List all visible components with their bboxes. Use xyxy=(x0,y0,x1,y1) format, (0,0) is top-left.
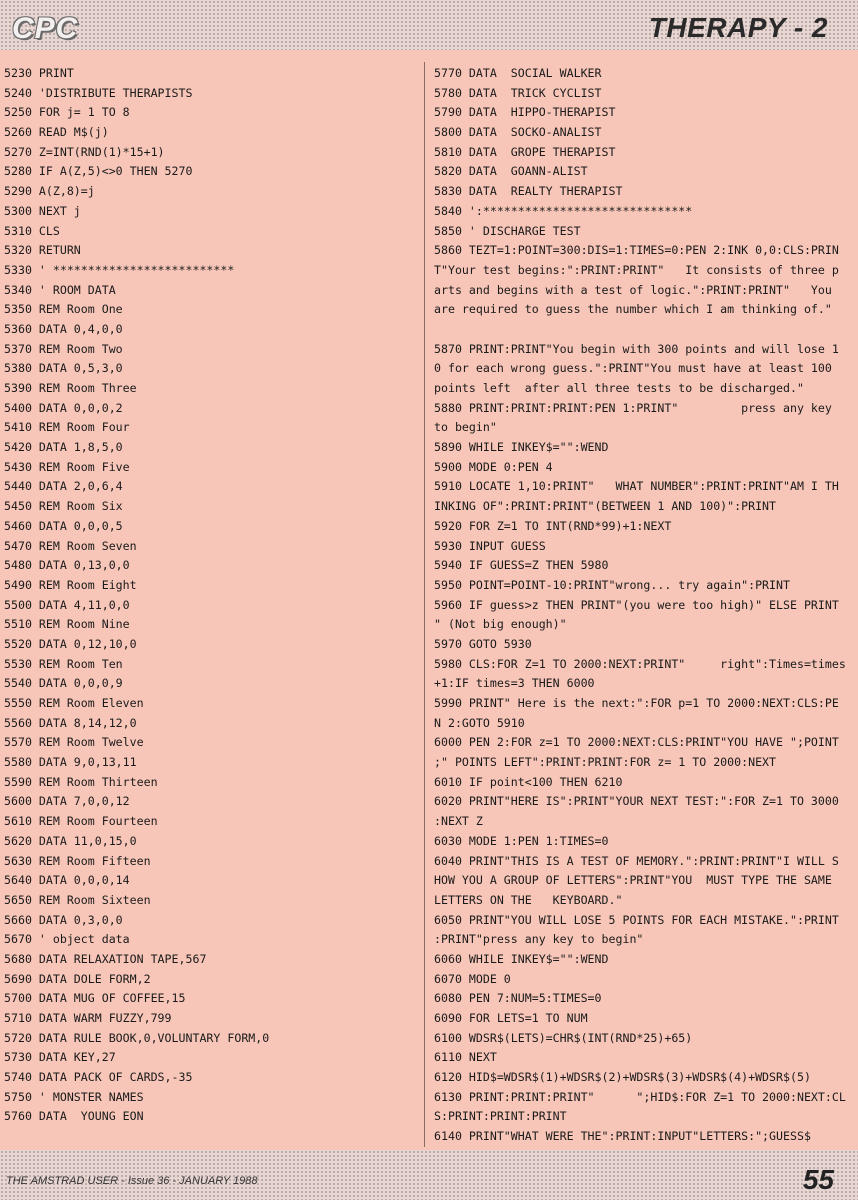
code-line: are required to guess the number which I am thinking of." xyxy=(434,302,832,317)
code-line: 6140 PRINT"WHAT WERE THE":PRINT:INPUT"LETTERS:";GUESS$ xyxy=(434,1129,811,1144)
code-line: 6060 WHILE INKEY$="":WEND xyxy=(434,951,609,966)
code-line: " (Not big enough)" xyxy=(434,617,567,632)
code-line: 5330 ' ************************** xyxy=(4,262,235,277)
code-line: 5750 ' MONSTER NAMES xyxy=(4,1089,144,1104)
code-line: 5290 A(Z,8)=j xyxy=(4,184,95,199)
code-line: 5350 REM Room One xyxy=(4,302,123,317)
code-line: 5980 CLS:FOR Z=1 TO 2000:NEXT:PRINT" right":Times=times xyxy=(434,656,846,671)
code-line: 6130 PRINT:PRINT:PRINT" ";HID$:FOR Z=1 TO 2000:NEXT:CL xyxy=(434,1089,846,1104)
code-line: 5640 DATA 0,0,0,14 xyxy=(4,873,130,888)
code-line: 5920 FOR Z=1 TO INT(RND*99)+1:NEXT xyxy=(434,518,672,533)
page-number: 55 xyxy=(802,1164,834,1195)
code-line: 5610 REM Room Fourteen xyxy=(4,814,158,829)
article-title: THERAPY - 2 xyxy=(648,12,828,43)
code-line: 6120 HID$=WDSR$(1)+WDSR$(2)+WDSR$(3)+WDSR$(4)+WDSR$(5) xyxy=(434,1070,811,1085)
code-line: +1:IF times=3 THEN 6000 xyxy=(434,676,595,691)
code-line: 5390 REM Room Three xyxy=(4,381,137,395)
code-line: 5760 DATA YOUNG EON xyxy=(4,1109,144,1124)
code-line: 5950 POINT=POINT-10:PRINT"wrong... try again":PRINT xyxy=(434,577,790,592)
code-line: 5880 PRINT:PRINT:PRINT:PEN 1:PRINT" press any key xyxy=(434,400,832,415)
code-line: 5530 REM Room Ten xyxy=(4,656,123,671)
code-line: to begin" xyxy=(434,420,497,435)
code-line: 5960 IF guess>z THEN PRINT"(you were too high)" ELSE PRINT xyxy=(434,597,839,612)
code-line: 6040 PRINT"THIS IS A TEST OF MEMORY.":PRINT:PRINT"I WILL S xyxy=(434,853,839,868)
code-line: LETTERS ON THE KEYBOARD." xyxy=(434,892,623,907)
code-line: 5310 CLS xyxy=(4,223,60,238)
code-line: 5820 DATA GOANN-ALIST xyxy=(434,164,588,179)
code-line: 5460 DATA 0,0,0,5 xyxy=(4,518,123,533)
code-line: 5500 DATA 4,11,0,0 xyxy=(4,597,130,612)
code-line: 5440 DATA 2,0,6,4 xyxy=(4,479,123,494)
code-line: 5370 REM Room Two xyxy=(4,341,123,356)
code-line: 6090 FOR LETS=1 TO NUM xyxy=(434,1011,588,1025)
code-line: N 2:GOTO 5910 xyxy=(434,715,525,730)
code-line: 6000 PEN 2:FOR z=1 TO 2000:NEXT:CLS:PRINT"YOU HAVE ";POINT xyxy=(434,735,839,750)
code-line: 5540 DATA 0,0,0,9 xyxy=(4,676,123,691)
code-line: T"Your test begins:":PRINT:PRINT" It consists of three p xyxy=(434,262,839,277)
code-line: 5240 'DISTRIBUTE THERAPISTS xyxy=(4,85,193,100)
code-line: 5700 DATA MUG OF COFFEE,15 xyxy=(4,991,186,1006)
footer-publication-info: THE AMSTRAD USER - Issue 36 - JANUARY 1988 xyxy=(6,1175,258,1187)
code-line: 5230 PRINT xyxy=(4,66,74,80)
code-line: 5790 DATA HIPPO-THERAPIST xyxy=(434,105,616,120)
code-line: 5430 REM Room Five xyxy=(4,459,130,474)
code-line: 5660 DATA 0,3,0,0 xyxy=(4,912,123,927)
code-listing-left xyxy=(4,64,414,1127)
code-line: 5600 DATA 7,0,0,12 xyxy=(4,794,130,809)
code-line: 5410 REM Room Four xyxy=(4,420,130,435)
code-line: 5770 DATA SOCIAL WALKER xyxy=(434,66,602,80)
code-line: arts and begins with a test of logic.":PRINT:PRINT" You xyxy=(434,282,832,297)
code-line: 5550 REM Room Eleven xyxy=(4,696,144,710)
code-line: 5740 DATA PACK OF CARDS,-35 xyxy=(4,1070,193,1085)
code-line: 5930 INPUT GUESS xyxy=(434,538,546,553)
column-divider xyxy=(424,62,425,1147)
code-line: 5250 FOR j= 1 TO 8 xyxy=(4,105,130,120)
code-line: 5710 DATA WARM FUZZY,799 xyxy=(4,1011,172,1025)
code-line: points left after all three tests to be discharged." xyxy=(434,381,804,395)
code-line: 5450 REM Room Six xyxy=(4,499,123,514)
code-line: 5340 ' ROOM DATA xyxy=(4,282,116,297)
code-line: 5480 DATA 0,13,0,0 xyxy=(4,558,130,573)
code-line: 5900 MODE 0:PEN 4 xyxy=(434,459,553,474)
code-line: 5320 RETURN xyxy=(4,243,81,258)
code-line: 5850 ' DISCHARGE TEST xyxy=(434,223,581,238)
code-line: 5380 DATA 0,5,3,0 xyxy=(4,361,123,376)
code-line: 5360 DATA 0,4,0,0 xyxy=(4,321,123,336)
code-line: 5470 REM Room Seven xyxy=(4,538,137,553)
code-line: 5570 REM Room Twelve xyxy=(4,735,144,750)
code-listing-right xyxy=(434,64,850,1147)
code-line: 5940 IF GUESS=Z THEN 5980 xyxy=(434,558,609,573)
code-line: 5620 DATA 11,0,15,0 xyxy=(4,833,137,848)
code-line: 5580 DATA 9,0,13,11 xyxy=(4,755,137,770)
code-line: :PRINT"press any key to begin" xyxy=(434,932,644,947)
code-line: 5830 DATA REALTY THERAPIST xyxy=(434,184,623,199)
code-line: 5810 DATA GROPE THERAPIST xyxy=(434,144,616,159)
code-line: 6050 PRINT"YOU WILL LOSE 5 POINTS FOR EACH MISTAKE.":PRINT xyxy=(434,912,839,927)
code-line: 5720 DATA RULE BOOK,0,VOLUNTARY FORM,0 xyxy=(4,1030,270,1045)
code-line: 6070 MODE 0 xyxy=(434,971,511,986)
section-label-cpc: CPC xyxy=(12,12,79,45)
code-line: 0 for each wrong guess.":PRINT"You must have at least 100 xyxy=(434,361,832,376)
code-line: S:PRINT:PRINT:PRINT xyxy=(434,1109,567,1124)
code-line: 5490 REM Room Eight xyxy=(4,577,137,592)
code-line: 6030 MODE 1:PEN 1:TIMES=0 xyxy=(434,833,609,848)
code-line: 5650 REM Room Sixteen xyxy=(4,892,151,907)
code-line: :NEXT Z xyxy=(434,814,483,829)
code-line: 5860 TEZT=1:POINT=300:DIS=1:TIMES=0:PEN 2:INK 0,0:CLS:PRIN xyxy=(434,243,839,258)
code-line: 5270 Z=INT(RND(1)*15+1) xyxy=(4,144,165,159)
code-line: 5970 GOTO 5930 xyxy=(434,636,532,651)
code-line: 5280 IF A(Z,5)<>0 THEN 5270 xyxy=(4,164,193,179)
code-line: 5510 REM Room Nine xyxy=(4,617,130,632)
code-line: 5780 DATA TRICK CYCLIST xyxy=(434,85,602,100)
code-line: HOW YOU A GROUP OF LETTERS":PRINT"YOU MUST TYPE THE SAME xyxy=(434,873,832,888)
code-line: ;" POINTS LEFT":PRINT:PRINT:FOR z= 1 TO 2000:NEXT xyxy=(434,755,777,770)
code-line: 5910 LOCATE 1,10:PRINT" WHAT NUMBER":PRINT:PRINT"AM I TH xyxy=(434,479,839,494)
code-line: 5300 NEXT j xyxy=(4,203,81,218)
code-line: 5590 REM Room Thirteen xyxy=(4,774,158,789)
code-line: 5420 DATA 1,8,5,0 xyxy=(4,440,123,455)
code-line: 5870 PRINT:PRINT"You begin with 300 points and will lose 1 xyxy=(434,341,839,356)
code-line xyxy=(434,320,850,340)
code-line: 6020 PRINT"HERE IS":PRINT"YOUR NEXT TEST:":FOR Z=1 TO 3000 xyxy=(434,794,839,809)
code-line: 5840 ':****************************** xyxy=(434,203,693,218)
code-line: 5260 READ M$(j) xyxy=(4,125,109,140)
code-line: 5800 DATA SOCKO-ANALIST xyxy=(434,125,602,140)
code-line: INKING OF":PRINT:PRINT"(BETWEEN 1 AND 100)":PRINT xyxy=(434,499,777,514)
code-line: 5730 DATA KEY,27 xyxy=(4,1050,116,1065)
code-line: 5400 DATA 0,0,0,2 xyxy=(4,400,123,415)
code-line: 6010 IF point<100 THEN 6210 xyxy=(434,774,623,789)
code-line: 5890 WHILE INKEY$="":WEND xyxy=(434,440,609,455)
code-line: 6100 WDSR$(LETS)=CHR$(INT(RND*25)+65) xyxy=(434,1030,693,1045)
code-line: 5670 ' object data xyxy=(4,932,130,947)
code-line: 6110 NEXT xyxy=(434,1050,497,1065)
code-line: 5690 DATA DOLE FORM,2 xyxy=(4,971,151,986)
code-line: 5680 DATA RELAXATION TAPE,567 xyxy=(4,951,207,966)
code-line: 5520 DATA 0,12,10,0 xyxy=(4,636,137,651)
code-line: 5630 REM Room Fifteen xyxy=(4,853,151,868)
code-line: 5990 PRINT" Here is the next:":FOR p=1 TO 2000:NEXT:CLS:PE xyxy=(434,696,839,710)
code-line: 5560 DATA 8,14,12,0 xyxy=(4,715,137,730)
code-line: 6080 PEN 7:NUM=5:TIMES=0 xyxy=(434,991,602,1006)
